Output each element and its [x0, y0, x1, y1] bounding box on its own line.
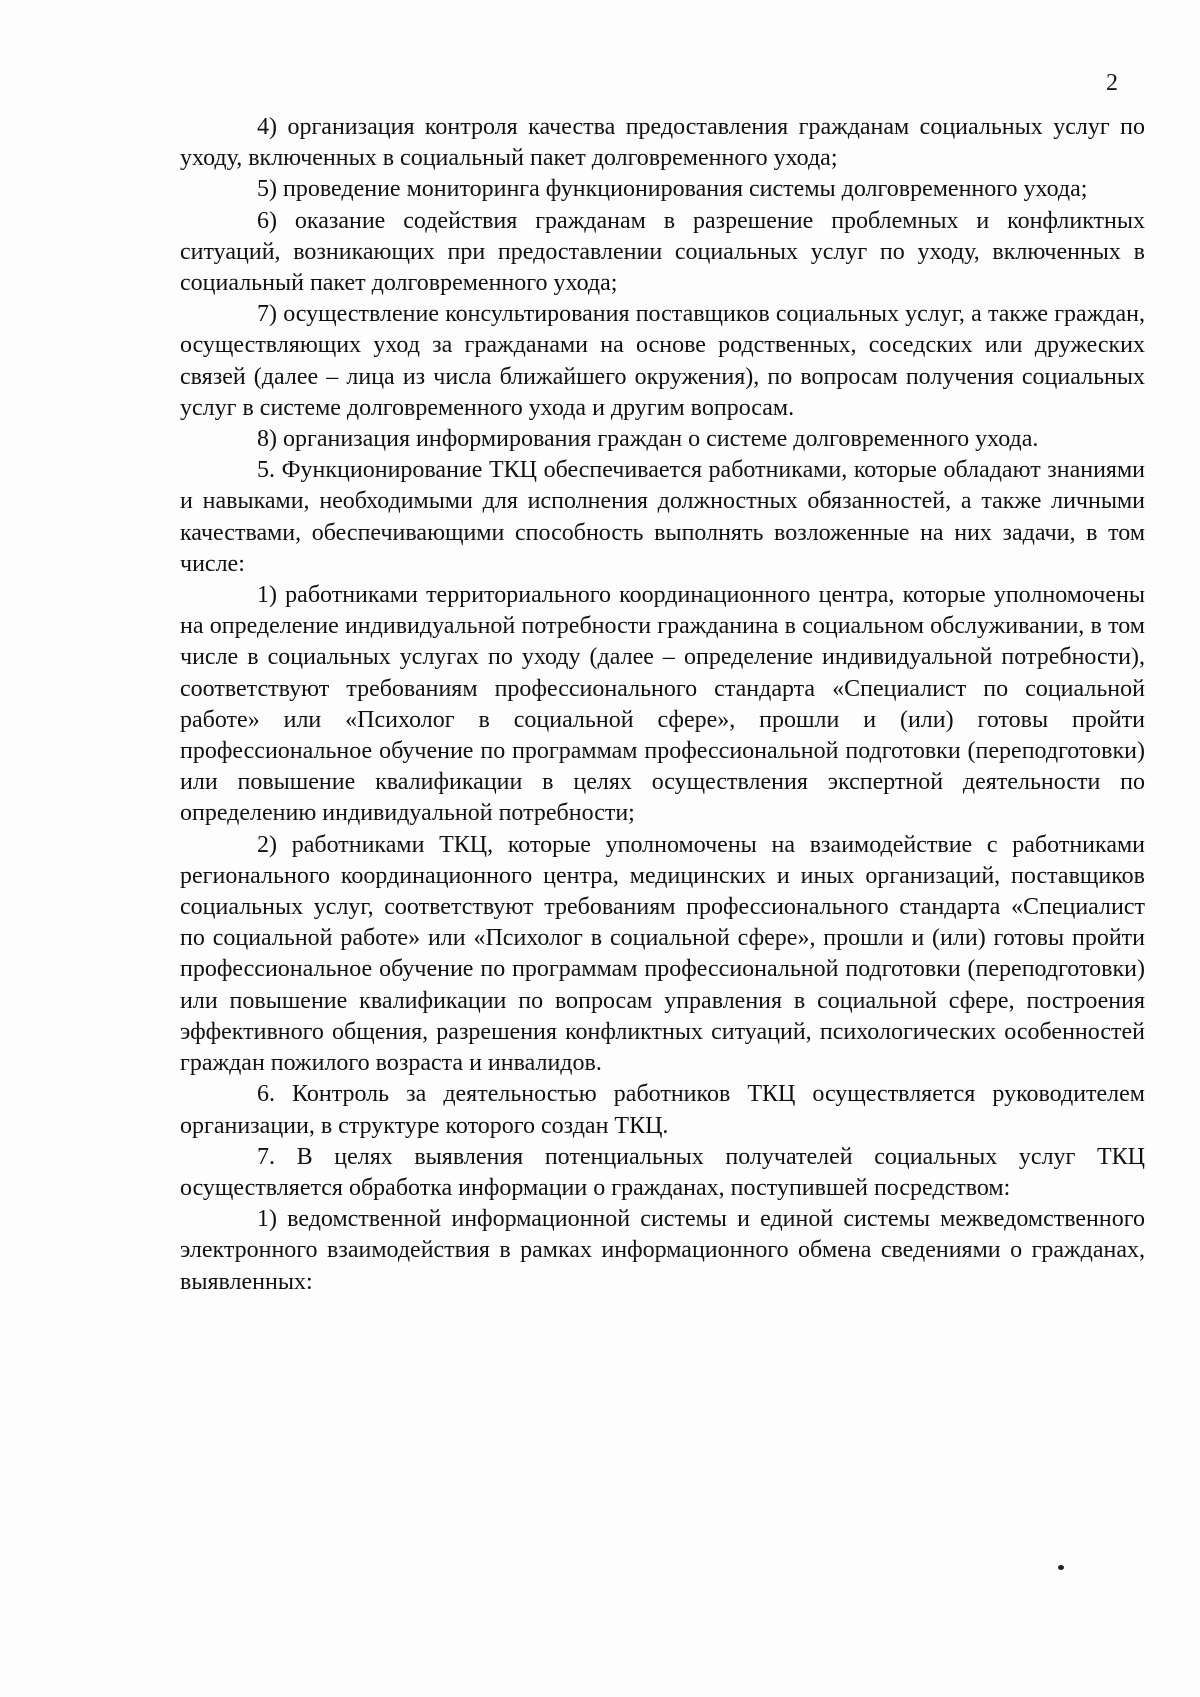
paragraph-item-6: 6) оказание содействия гражданам в разрешение проблемных и конфликтных ситуаций, возникающих при предоставлении социальных услуг по уходу, включенных в социальный пакет долговременного ухода; — [180, 207, 1145, 297]
paragraph-section-5-item-1: 1) работниками территориального координационного центра, которые уполномочены на определение индивидуальной потребности гражданина в социальном обслуживании, в том числе в социальных услугах по уходу (далее – определение индивидуальной потребности), соответствуют требованиям профессионального стандарта «Специалист по социальной работе» или «Психолог в социальной сфере», прошли и (или) готовы пройти профессиональное обучение по программам профессиональной подготовки (переподготовки) или повышение квалификации в целях осуществления экспертной деятельности по определению индивидуальной потребности; — [180, 582, 1145, 827]
paragraph-item-5: 5) проведение мониторинга функционирования системы долговременного ухода; — [257, 176, 1088, 203]
paragraph-section-7-item-1: 1) ведомственной информационной системы и единой системы межведомственного электронного взаимодействия в рамках информационного обмена сведениями о гражданах, выявленных: — [180, 1206, 1145, 1295]
document-body — [180, 112, 1145, 1298]
paragraph-section-6: 6. Контроль за деятельностью работников ТКЦ осуществляется руководителем организации, в структуре которого создан ТКЦ. — [180, 1081, 1145, 1139]
page-number: 2 — [1106, 70, 1118, 96]
paragraph-section-7: 7. В целях выявления потенциальных получателей социальных услуг ТКЦ осуществляется обработка информации о гражданах, поступившей посредством: — [180, 1143, 1145, 1201]
scan-artifact-dot — [1058, 1565, 1064, 1570]
paragraph-item-7: 7) осуществление консультирования поставщиков социальных услуг, а также граждан, осуществляющих уход за гражданами на основе родственных, соседских или дружеских связей (далее – лица из числа ближайшего окружения), по вопросам получения социальных услуг в системе долговременного ухода и другим вопросам. — [180, 301, 1145, 421]
paragraph-section-5-item-2: 2) работниками ТКЦ, которые уполномочены на взаимодействие с работниками регионального координационного центра, медицинских и иных организаций, поставщиков социальных услуг, соответствуют требованиям профессионального стандарта «Специалист по социальной работе» или «Психолог в социальной сфере», прошли и (или) готовы пройти профессиональное обучение по программам профессиональной подготовки (переподготовки) или повышение квалификации по вопросам управления в социальной сфере, построения эффективного общения, разрешения конфликтных ситуаций, психологических особенностей граждан пожилого возраста и инвалидов. — [180, 831, 1145, 1077]
paragraph-item-8: 8) организация информирования граждан о системе долговременного ухода. — [257, 426, 1039, 453]
paragraph-item-4: 4) организация контроля качества предоставления гражданам социальных услуг по уходу, включенных в социальный пакет долговременного ухода; — [180, 114, 1145, 172]
paragraph-section-5: 5. Функционирование ТКЦ обеспечивается работниками, которые обладают знаниями и навыками, необходимыми для исполнения должностных обязанностей, а также личными качествами, обеспечивающими способность выполнять возложенные на них задачи, в том числе: — [180, 457, 1145, 577]
